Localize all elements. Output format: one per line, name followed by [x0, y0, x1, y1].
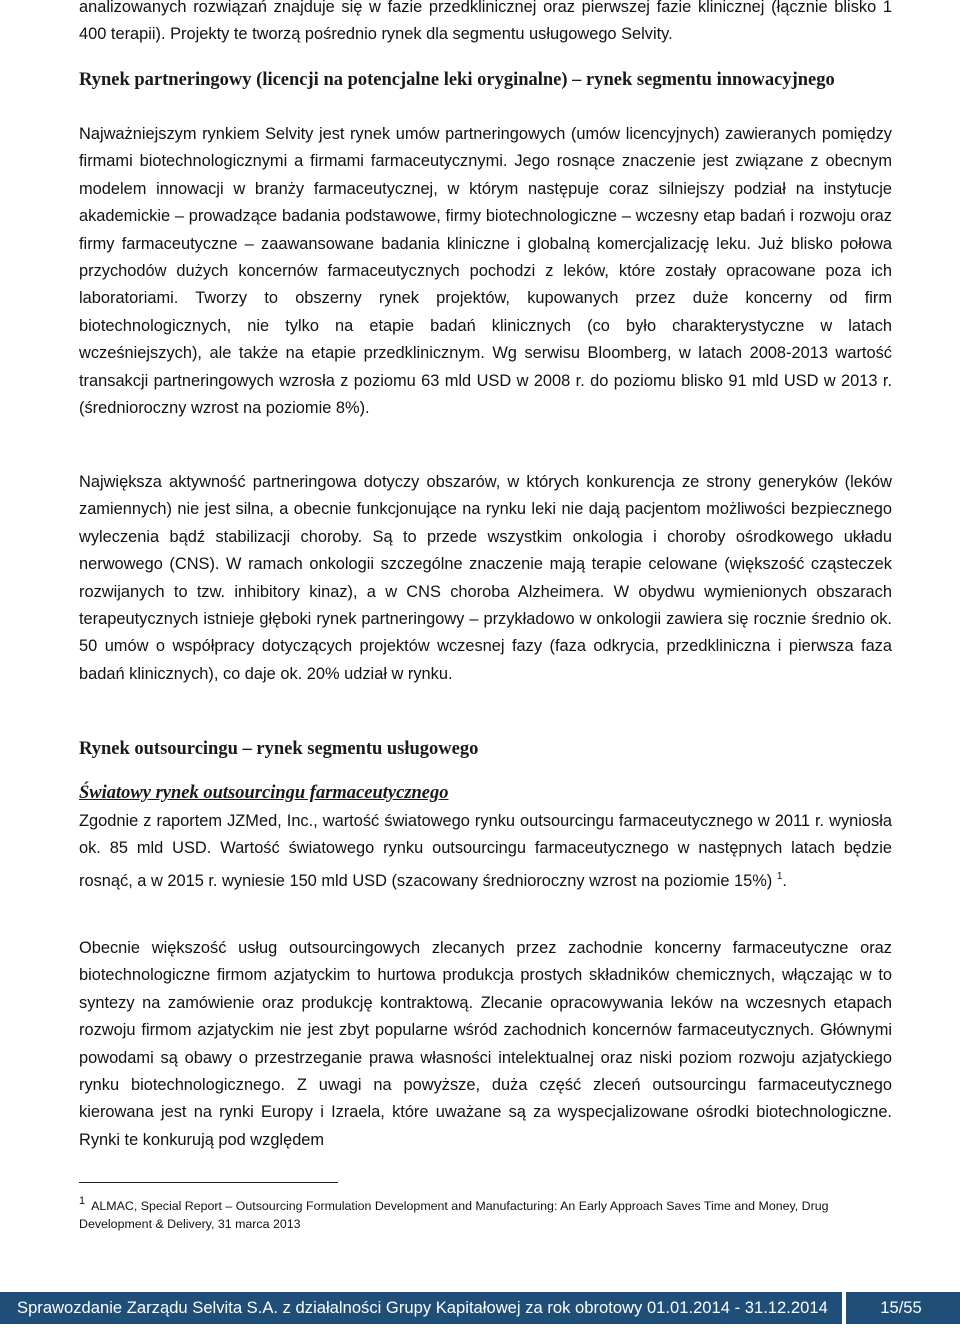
footnote: [79, 1192, 892, 1233]
heading-partnering-market: Rynek partneringowy (licencji na potencjalne leki oryginalne) – rynek segmentu innowacyjnego: [79, 70, 835, 90]
paragraph-asian-outsourcing: Obecnie większość usług outsourcingowych zlecanych przez zachodnie koncerny farmaceutyczne oraz biotechnologiczne firmom azjatyckim to hurtowa produkcja prostych składników chemicznych, włączając w to syntezy na zamówienie oraz produkcję kontraktową. Zlecanie opracowywania leków na wczesnych etapach rozwoju firmom azjatyckim nie jest zbyt popularne wśród zachodnich koncernów farmaceutycznych. Głównymi powodami są obawy o przestrzeganie prawa własności intelektualnej oraz niski poziom rozwoju azjatyckiego rynku biotechnologicznego. Z uwagi na powyższe, duża część zleceń outsourcingu farmaceutycznego kierowana jest na rynki Europy i Izraela, które uważane są za wyspecjalizowane ośrodki biotechnologiczne. Rynki te konkurują pod względem: [79, 939, 892, 1149]
footer-page-box: [846, 1292, 960, 1324]
page-number: 15/55: [880, 1298, 922, 1317]
footnote-text: ALMAC, Special Report – Outsourcing Formulation Development and Manufacturing: An Early Approach Saves Time and Money, Drug Development & Delivery, 31 marca 2013: [79, 1199, 829, 1231]
page-footer: [0, 1292, 960, 1324]
paragraph-world-text: Zgodnie z raportem JZMed, Inc., wartość światowego rynku outsourcingu farmaceutycznego w 2011 r. wyniosła ok. 85 mld USD. Wartość światowego rynku outsourcingu farmaceutycznego w następnych latach będzie rosnąć, a w 2015 r. wyniesie 150 mld USD (szacowany średnioroczny wzrost na poziomie 15%): [79, 812, 892, 890]
subheading-world-outsourcing: Światowy rynek outsourcingu farmaceutycznego: [79, 783, 449, 803]
heading-outsourcing-market: Rynek outsourcingu – rynek segmentu usługowego: [79, 739, 479, 759]
paragraph-world-end: .: [782, 871, 787, 890]
footnote-separator: [79, 1182, 338, 1183]
footnote-number: 1: [79, 1195, 86, 1207]
footer-title-bar: [0, 1292, 842, 1324]
paragraph-partnering-activity: Największa aktywność partneringowa dotyczy obszarów, w których konkurencja ze strony generyków (leków zamiennych) nie jest silna, a obecnie funkcjonujące na rynku leki nie dają pacjentom możliwości bezpiecznego wyleczenia bądź stabilizacji choroby. Są to przede wszystkim onkologia i choroby ośrodkowego układu nerwowego (CNS). W ramach onkologii szczególne znaczenie mają terapie celowane (większość cząsteczek rozwijanych to tzw. inhibitory kinaz), a w CNS choroba Alzheimera. W obydwu wymienionych obszarach terapeutycznych istnieje głęboki rynek partneringowy – przykładowo w onkologii zawiera się rocznie średnio ok. 50 umów o współpracy dotyczących projektów wczesnej fazy (faza odkrycia, przedkliniczna i pierwsza faza badań klinicznych), co daje ok. 20% udział w rynku.: [79, 473, 892, 683]
footer-title: Sprawozdanie Zarządu Selvita S.A. z działalności Grupy Kapitałowej za rok obrotowy 01.01.2014 - 31.12.2014: [17, 1298, 828, 1317]
paragraph-partnering: Najważniejszym rynkiem Selvity jest rynek umów partneringowych (umów licencyjnych) zawieranych pomiędzy firmami biotechnologicznymi a firmami farmaceutycznymi. Jego rosnące znaczenie jest związane z obecnym modelem innowacji w branży farmaceutycznej, w którym następuje coraz silniejszy podział na instytucje akademickie – prowadzące badania podstawowe, firmy biotechnologiczne – wczesny etap badań i rozwoju oraz firmy farmaceutyczne – zaawansowane badania kliniczne i globalną komercjalizację leku. Już blisko połowa przychodów dużych koncernów farmaceutycznych pochodzi z leków, które zostały opracowane poza ich laboratoriami. Tworzy to obszerny rynek projektów, kupowanych przez duże koncerny od firm biotechnologicznych, nie tylko na etapie badań klinicznych (co było charakterystyczne w latach wcześniejszych), ale także na etapie przedklinicznym. Wg serwisu Bloomberg, w latach 2008-2013 wartość transakcji partneringowych wzrosła z poziomu 63 mld USD w 2008 r. do poziomu blisko 91 mld USD w 2013 r. (średnioroczny wzrost na poziomie 8%).: [79, 125, 892, 418]
intro-paragraph: analizowanych rozwiązań znajduje się w fazie przedklinicznej oraz pierwszej fazie klinicznej (łącznie blisko 1 400 terapii). Projekty te tworzą pośrednio rynek dla segmentu usługowego Selvity.: [79, 0, 892, 44]
paragraph-world-market: [79, 808, 892, 895]
footnote-reference[interactable]: 1: [776, 870, 783, 882]
